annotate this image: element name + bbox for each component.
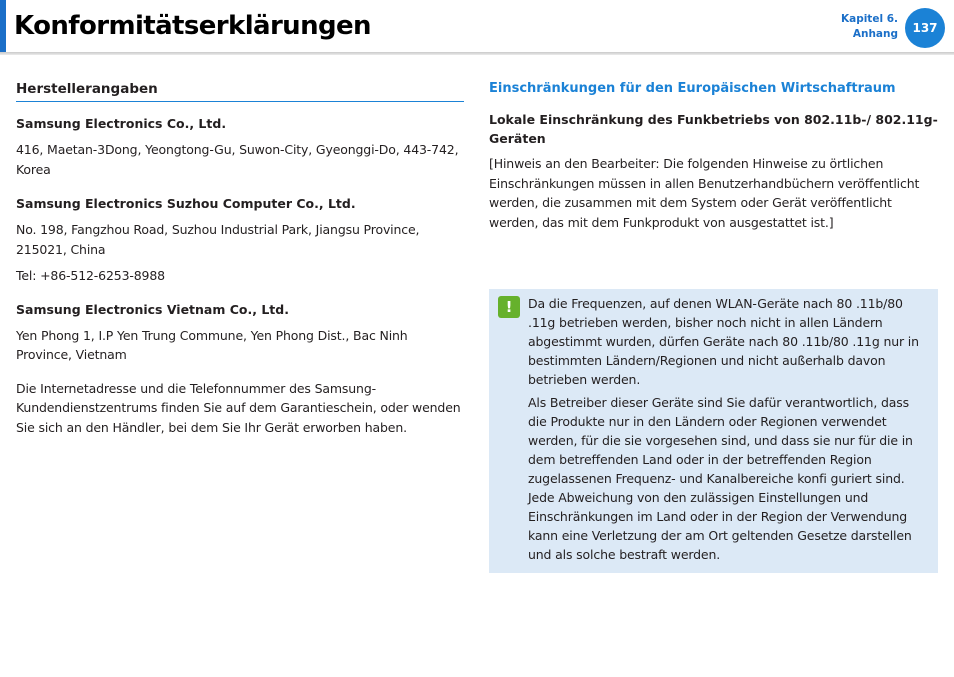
chapter-number: Kapitel 6. — [840, 13, 898, 25]
company-address-suzhou: No. 198, Fangzhou Road, Suzhou Industrial Park, Jiangsu Province, 215021, China — [16, 222, 420, 257]
right-column — [489, 78, 939, 232]
company-name-suzhou: Samsung Electronics Suzhou Computer Co., Ltd. — [16, 196, 356, 211]
page-number-badge: 137 — [905, 8, 945, 48]
manufacturer-heading: Herstellerangaben — [16, 78, 464, 102]
editor-note-paragraph: [Hinweis an den Bearbeiter: Die folgenden Hinweise zu örtlichen Einschränkungen müssen in allen Benutzerhandbüchern veröffentlicht werden, die zusammen mit dem System oder Gerät veröffentlicht werden, das mit dem Funkprodukt von ausgestattet ist.] — [489, 156, 920, 230]
header-accent-bar — [0, 0, 6, 52]
chapter-label — [841, 12, 898, 42]
chapter-name: Anhang — [852, 28, 898, 40]
service-info-paragraph: Die Internetadresse und die Telefonnummer des Samsung-Kundendienstzentrums finden Sie auf dem Garantieschein, oder wenden Sie sich an den Händler, bei dem Sie Ihr Gerät erworben haben. — [16, 380, 461, 435]
left-column — [16, 78, 464, 437]
header-divider — [0, 52, 954, 55]
caution-note-box — [489, 289, 938, 573]
exclamation-icon: ! — [498, 296, 520, 318]
wlan-restriction-subheading: Lokale Einschränkung des Funkbetriebs von 802.11b-/ 802.11g-Geräten — [489, 112, 938, 146]
eea-restrictions-heading: Einschränkungen für den Europäischen Wirtschaftraum — [489, 81, 896, 96]
company-address-vietnam: Yen Phong 1, I.P Yen Trung Commune, Yen Phong Dist., Bac Ninh Province, Vietnam — [16, 327, 408, 362]
caution-note-text — [528, 294, 931, 564]
caution-paragraph-operator: Als Betreiber dieser Geräte sind Sie dafür verantwortlich, dass die Produkte nur in den Ländern oder Regionen verwendet werden, für die sie vorgesehen sind, und dass sie nur für die in dem betreffenden Land oder in der betreffenden Region zugelassenen Frequenz- und Kanalbereiche konfi guriert sind. Jede Abweichung von den zulässigen Einstellungen und Einschränkungen im Land oder in der Region der Verwendung kann eine Verletzung der am Ort geltenden Gesetze darstellen und als solche bestraft werden. — [528, 395, 913, 562]
caution-paragraph-frequencies: Da die Frequenzen, auf denen WLAN-Geräte nach 80 .11b/80 .11g betrieben werden, bisher noch nicht in allen Ländern abgestimmt wurden, dürfen Geräte nach 80 .11b/80 .11g nur in bestimmten Ländern/Regionen und nicht außerhalb davon betrieben werden. — [528, 296, 919, 387]
company-name-korea: Samsung Electronics Co., Ltd. — [16, 116, 227, 131]
page-title: Konformitätserklärungen — [14, 11, 371, 41]
company-address-korea: 416, Maetan-3Dong, Yeongtong-Gu, Suwon-City, Gyeonggi-Do, 443-742, Korea — [16, 142, 459, 177]
company-tel-suzhou: Tel: +86-512-6253-8988 — [16, 268, 165, 283]
company-name-vietnam: Samsung Electronics Vietnam Co., Ltd. — [16, 301, 289, 317]
